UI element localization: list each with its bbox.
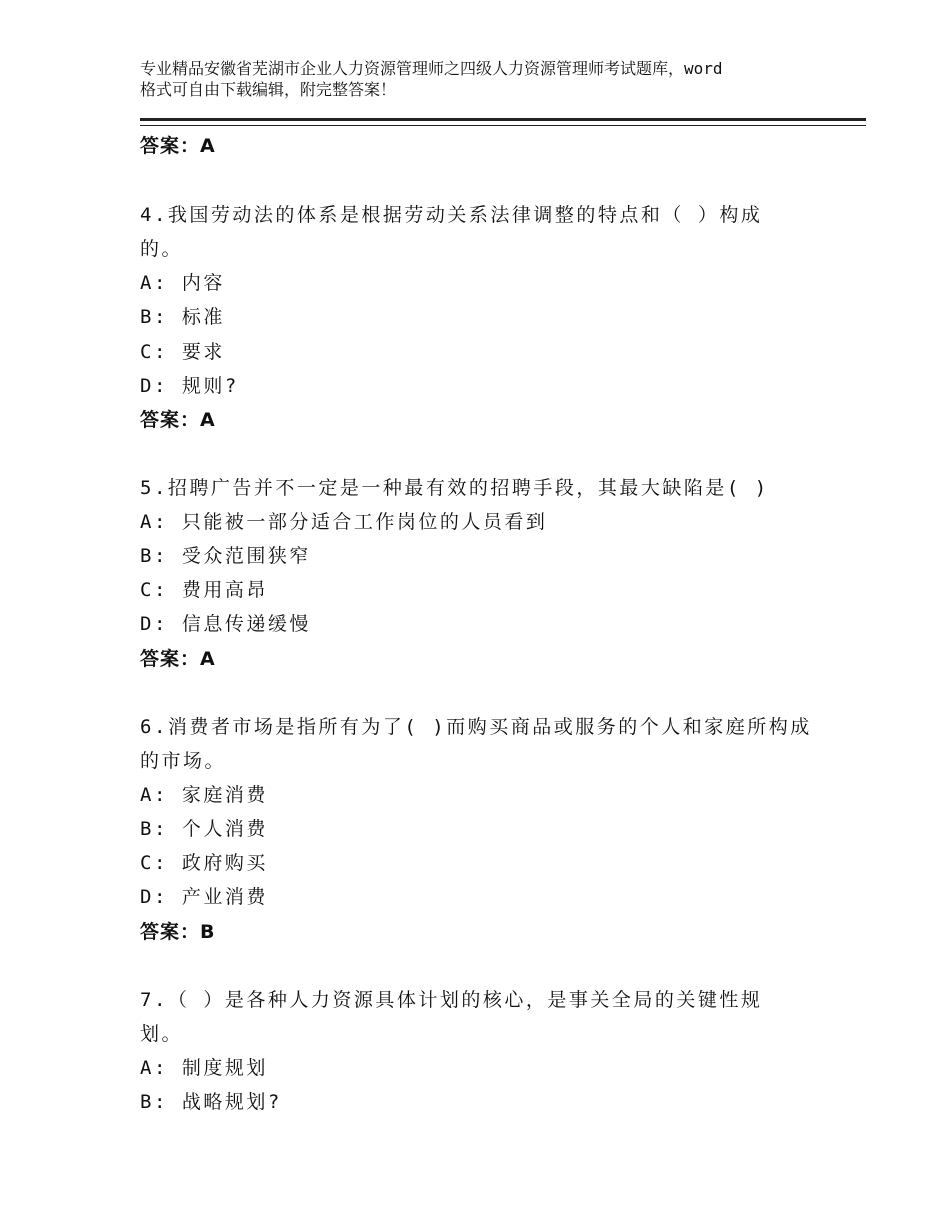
question-7-option-a: A: 制度规划 xyxy=(140,1057,268,1079)
question-5-option-b: B: 受众范围狭窄 xyxy=(140,545,311,567)
header-divider xyxy=(140,118,866,126)
document-header xyxy=(140,58,840,100)
question-6-option-c: C: 政府购买 xyxy=(140,852,268,874)
question-6-answer: 答案：B xyxy=(140,921,216,943)
question-4-answer: 答案：A xyxy=(140,409,216,431)
question-6-option-b: B: 个人消费 xyxy=(140,818,268,840)
header-line-2: 格式可自由下载编辑，附完整答案！ xyxy=(140,80,397,99)
question-6-option-a: A: 家庭消费 xyxy=(140,784,268,806)
question-7-text-line-2: 划。 xyxy=(140,1023,184,1045)
question-6-text-line-2: 的市场。 xyxy=(140,750,227,772)
question-5-option-a: A: 只能被一部分适合工作岗位的人员看到 xyxy=(140,511,548,533)
question-5-text-line-1: 5.招聘广告并不一定是一种最有效的招聘手段，其最大缺陷是( ) xyxy=(140,477,769,499)
question-5-option-d: D: 信息传递缓慢 xyxy=(140,613,311,635)
previous-answer: 答案：A xyxy=(140,135,216,157)
question-7-option-b: B: 战略规划? xyxy=(140,1091,282,1113)
question-4-option-b: B: 标准 xyxy=(140,306,225,328)
question-6-option-d: D: 产业消费 xyxy=(140,886,268,908)
question-5-answer: 答案：A xyxy=(140,648,216,670)
question-4-option-a: A: 内容 xyxy=(140,272,225,294)
question-4-option-d: D: 规则? xyxy=(140,375,239,397)
question-7-text-line-1: 7.（ ）是各种人力资源具体计划的核心，是事关全局的关键性规 xyxy=(140,989,763,1011)
question-5-option-c: C: 费用高昂 xyxy=(140,579,268,601)
header-line-1: 专业精品安徽省芜湖市企业人力资源管理师之四级人力资源管理师考试题库，word xyxy=(140,59,723,78)
question-4-text-line-2: 的。 xyxy=(140,238,184,260)
question-4-option-c: C: 要求 xyxy=(140,341,225,363)
question-6-text-line-1: 6.消费者市场是指所有为了( )而购买商品或服务的个人和家庭所构成 xyxy=(140,716,812,738)
question-4-text-line-1: 4.我国劳动法的体系是根据劳动关系法律调整的特点和（ ）构成 xyxy=(140,204,763,226)
